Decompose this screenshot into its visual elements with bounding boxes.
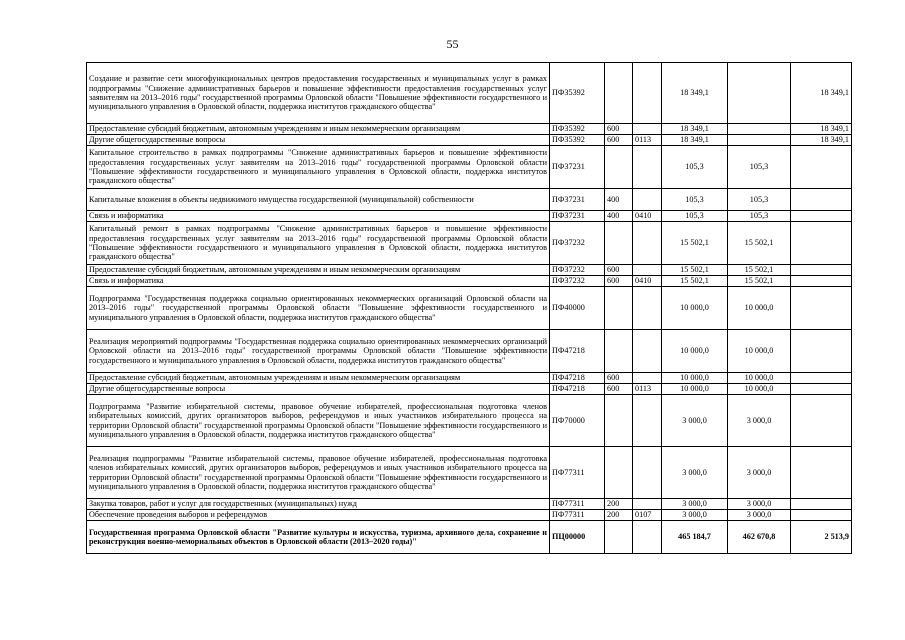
row-amount-col6: 15 502,1: [728, 276, 791, 287]
row-section: [633, 146, 662, 189]
row-section: [633, 222, 662, 265]
row-amount-col6: 3 000,0: [728, 395, 791, 447]
row-expense-type: 600: [605, 265, 633, 276]
row-expense-type: 400: [605, 189, 633, 211]
row-code: ПФ37232: [550, 276, 605, 287]
row-section: [633, 265, 662, 276]
row-amount-col7: [791, 330, 852, 373]
row-amount-col6: 3 000,0: [728, 499, 791, 510]
row-amount-col6: [728, 135, 791, 146]
row-code: ПФ47218: [550, 330, 605, 373]
row-amount-col6: 15 502,1: [728, 265, 791, 276]
row-amount-col6: 3 000,0: [728, 510, 791, 521]
row-amount-col7: 2 513,9: [791, 521, 852, 554]
row-name: Предоставление субсидий бюджетным, автономным учреждениям и иным некоммерческим организациям: [87, 373, 550, 384]
row-expense-type: 600: [605, 373, 633, 384]
row-amount-col7: 18 349,1: [791, 63, 852, 124]
row-name: Реализация подпрограммы "Развитие избирательной системы, правовое обучение избирателей, профессиональная подготовка членов избирательных комиссий, других организаторов выборов, референдумов и иных участников избирательного процесса на территории Орловской области" государственной программы Орловской области "Повышение эффективности государственного и муниципального управления в Орловской области, поддержка институтов гражданского общества": [87, 447, 550, 499]
row-amount-col7: [791, 276, 852, 287]
row-amount-total: 105,3: [662, 189, 728, 211]
row-name: Реализация мероприятий подпрограммы "Государственная поддержка социально ориентированных некоммерческих организаций Орловской области на 2013–2016 годы" государственной программы Орловской области "Повышение эффективности государственного и муниципального управления в Орловской области, поддержка институтов гражданского общества": [87, 330, 550, 373]
row-amount-total: 10 000,0: [662, 330, 728, 373]
row-amount-col7: [791, 384, 852, 395]
row-amount-col7: [791, 189, 852, 211]
row-code: ПФ37231: [550, 189, 605, 211]
row-code: ПФ35392: [550, 135, 605, 146]
row-code: ПФ77311: [550, 510, 605, 521]
row-amount-col6: 462 670,8: [728, 521, 791, 554]
row-amount-col7: 18 349,1: [791, 135, 852, 146]
row-code: ПФ37232: [550, 265, 605, 276]
table-row: [87, 384, 852, 395]
row-section: [633, 447, 662, 499]
row-expense-type: 600: [605, 135, 633, 146]
row-amount-col7: 18 349,1: [791, 124, 852, 135]
row-expense-type: 600: [605, 384, 633, 395]
row-amount-col7: [791, 373, 852, 384]
row-expense-type: 400: [605, 211, 633, 222]
row-amount-total: 10 000,0: [662, 373, 728, 384]
row-name: Капитальный ремонт в рамках подпрограммы "Снижение административных барьеров и повышение эффективности предоставления государственных услуг заявителям на 2013–2016 годы" государственной программы Орловской области "Повышение эффективности государственного и муниципального управления в Орловской области, поддержка институтов гражданского общества": [87, 222, 550, 265]
row-amount-total: 15 502,1: [662, 265, 728, 276]
row-amount-col6: 3 000,0: [728, 447, 791, 499]
row-name: Подпрограмма "Государственная поддержка социально ориентированных некоммерческих организаций Орловской области на 2013–2016 годы" государственной программы Орловской области "Повышение эффективности государственного и муниципального управления в Орловской области, поддержка институтов гражданского общества": [87, 287, 550, 330]
row-expense-type: [605, 287, 633, 330]
table-row: [87, 135, 852, 146]
row-expense-type: 200: [605, 510, 633, 521]
row-amount-total: 10 000,0: [662, 287, 728, 330]
row-name: Капитальное строительство в рамках подпрограммы "Снижение административных барьеров и повышение эффективности предоставления государственных услуг заявителям на 2013–2016 годы" государственной программы Орловской области "Повышение эффективности государственного и муниципального управления в Орловской области, поддержка институтов гражданского общества": [87, 146, 550, 189]
row-amount-col6: 105,3: [728, 211, 791, 222]
row-code: ПФ77311: [550, 447, 605, 499]
row-code: ПФ47218: [550, 384, 605, 395]
table-row: [87, 222, 852, 265]
row-code: ПФ77311: [550, 499, 605, 510]
row-expense-type: [605, 395, 633, 447]
row-name: Связь и информатика: [87, 276, 550, 287]
table-row: [87, 63, 852, 124]
row-section: [633, 499, 662, 510]
row-section: [633, 330, 662, 373]
row-amount-total: 18 349,1: [662, 63, 728, 124]
row-expense-type: 600: [605, 124, 633, 135]
row-amount-col6: 10 000,0: [728, 384, 791, 395]
table-row: [87, 211, 852, 222]
row-code: ПФ35392: [550, 124, 605, 135]
row-section: 0410: [633, 276, 662, 287]
row-amount-total: 3 000,0: [662, 510, 728, 521]
row-expense-type: [605, 521, 633, 554]
row-amount-col6: 15 502,1: [728, 222, 791, 265]
row-name: Другие общегосударственные вопросы: [87, 384, 550, 395]
row-amount-col6: 105,3: [728, 189, 791, 211]
table-row: [87, 276, 852, 287]
row-amount-col7: [791, 447, 852, 499]
row-amount-col7: [791, 211, 852, 222]
row-name: Капитальные вложения в объекты недвижимого имущества государственной (муниципальной) собственности: [87, 189, 550, 211]
row-amount-total: 3 000,0: [662, 395, 728, 447]
row-name: Создание и развитие сети многофункциональных центров предоставления государственных и муниципальных услуг в рамках подпрограммы "Снижение административных барьеров и повышение эффективности предоставления государственных услуг заявителям на 2013–2016 годы" государственной программы Орловской области "Повышение эффективности государственного и муниципального управления в Орловской области, поддержка институтов гражданского общества": [87, 63, 550, 124]
row-section: 0107: [633, 510, 662, 521]
row-section: [633, 287, 662, 330]
row-expense-type: 600: [605, 276, 633, 287]
table-row: [87, 189, 852, 211]
table-row: [87, 146, 852, 189]
row-section: [633, 521, 662, 554]
row-amount-col7: [791, 265, 852, 276]
row-amount-total: 3 000,0: [662, 447, 728, 499]
row-expense-type: [605, 63, 633, 124]
row-code: ПФ47218: [550, 373, 605, 384]
table-row: [87, 287, 852, 330]
table-row: [87, 373, 852, 384]
row-section: [633, 395, 662, 447]
row-name: Государственная программа Орловской области "Развитие культуры и искусства, туризма, архивного дела, сохранение и реконструкция военно-мемориальных объектов в Орловской области (2013–2020 годы)": [87, 521, 550, 554]
row-code: ПФ40000: [550, 287, 605, 330]
row-code: ПФ37232: [550, 222, 605, 265]
row-amount-total: 18 349,1: [662, 124, 728, 135]
row-name: Закупка товаров, работ и услуг для государственных (муниципальных) нужд: [87, 499, 550, 510]
row-name: Подпрограмма "Развитие избирательной системы, правовое обучение избирателей, профессиональная подготовка членов избирательных комиссий, других организаторов выборов, референдумов и иных участников избирательного процесса на территории Орловской области" государственной программы Орловской области "Повышение эффективности государственного и муниципального управления в Орловской области, поддержка институтов гражданского общества": [87, 395, 550, 447]
row-name: Предоставление субсидий бюджетным, автономным учреждениям и иным некоммерческим организациям: [87, 124, 550, 135]
table-row: [87, 395, 852, 447]
row-expense-type: [605, 222, 633, 265]
row-amount-col6: 10 000,0: [728, 373, 791, 384]
row-expense-type: [605, 330, 633, 373]
row-section: [633, 189, 662, 211]
row-amount-col7: [791, 510, 852, 521]
row-amount-col7: [791, 146, 852, 189]
row-amount-total: 105,3: [662, 146, 728, 189]
row-amount-col6: 105,3: [728, 146, 791, 189]
row-expense-type: [605, 146, 633, 189]
row-section: [633, 124, 662, 135]
row-code: ПФ70000: [550, 395, 605, 447]
table-row: [87, 447, 852, 499]
row-name: Обеспечение проведения выборов и референдумов: [87, 510, 550, 521]
page-number: 55: [446, 37, 459, 51]
row-amount-total: 15 502,1: [662, 222, 728, 265]
row-expense-type: [605, 447, 633, 499]
row-name: Предоставление субсидий бюджетным, автономным учреждениям и иным некоммерческим организациям: [87, 265, 550, 276]
table-row: [87, 124, 852, 135]
row-amount-col6: [728, 124, 791, 135]
budget-table-body: [87, 63, 852, 554]
table-row: [87, 330, 852, 373]
row-amount-total: 15 502,1: [662, 276, 728, 287]
table-row: [87, 521, 852, 554]
row-amount-col7: [791, 222, 852, 265]
row-amount-total: 105,3: [662, 211, 728, 222]
row-amount-col6: [728, 63, 791, 124]
budget-table: [86, 62, 852, 554]
row-amount-col7: [791, 499, 852, 510]
row-amount-total: 465 184,7: [662, 521, 728, 554]
row-section: 0113: [633, 135, 662, 146]
row-name: Связь и информатика: [87, 211, 550, 222]
row-section: [633, 373, 662, 384]
row-amount-total: 10 000,0: [662, 384, 728, 395]
row-code: ПФ37231: [550, 146, 605, 189]
row-amount-total: 3 000,0: [662, 499, 728, 510]
row-amount-col6: 10 000,0: [728, 330, 791, 373]
row-section: 0113: [633, 384, 662, 395]
row-amount-col7: [791, 287, 852, 330]
row-section: [633, 63, 662, 124]
row-code: ПФ35392: [550, 63, 605, 124]
row-code: ПЦ00000: [550, 521, 605, 554]
row-section: 0410: [633, 211, 662, 222]
row-name: Другие общегосударственные вопросы: [87, 135, 550, 146]
table-row: [87, 499, 852, 510]
table-row: [87, 510, 852, 521]
row-amount-total: 18 349,1: [662, 135, 728, 146]
row-amount-col7: [791, 395, 852, 447]
row-code: ПФ37231: [550, 211, 605, 222]
row-amount-col6: 10 000,0: [728, 287, 791, 330]
row-expense-type: 200: [605, 499, 633, 510]
table-row: [87, 265, 852, 276]
